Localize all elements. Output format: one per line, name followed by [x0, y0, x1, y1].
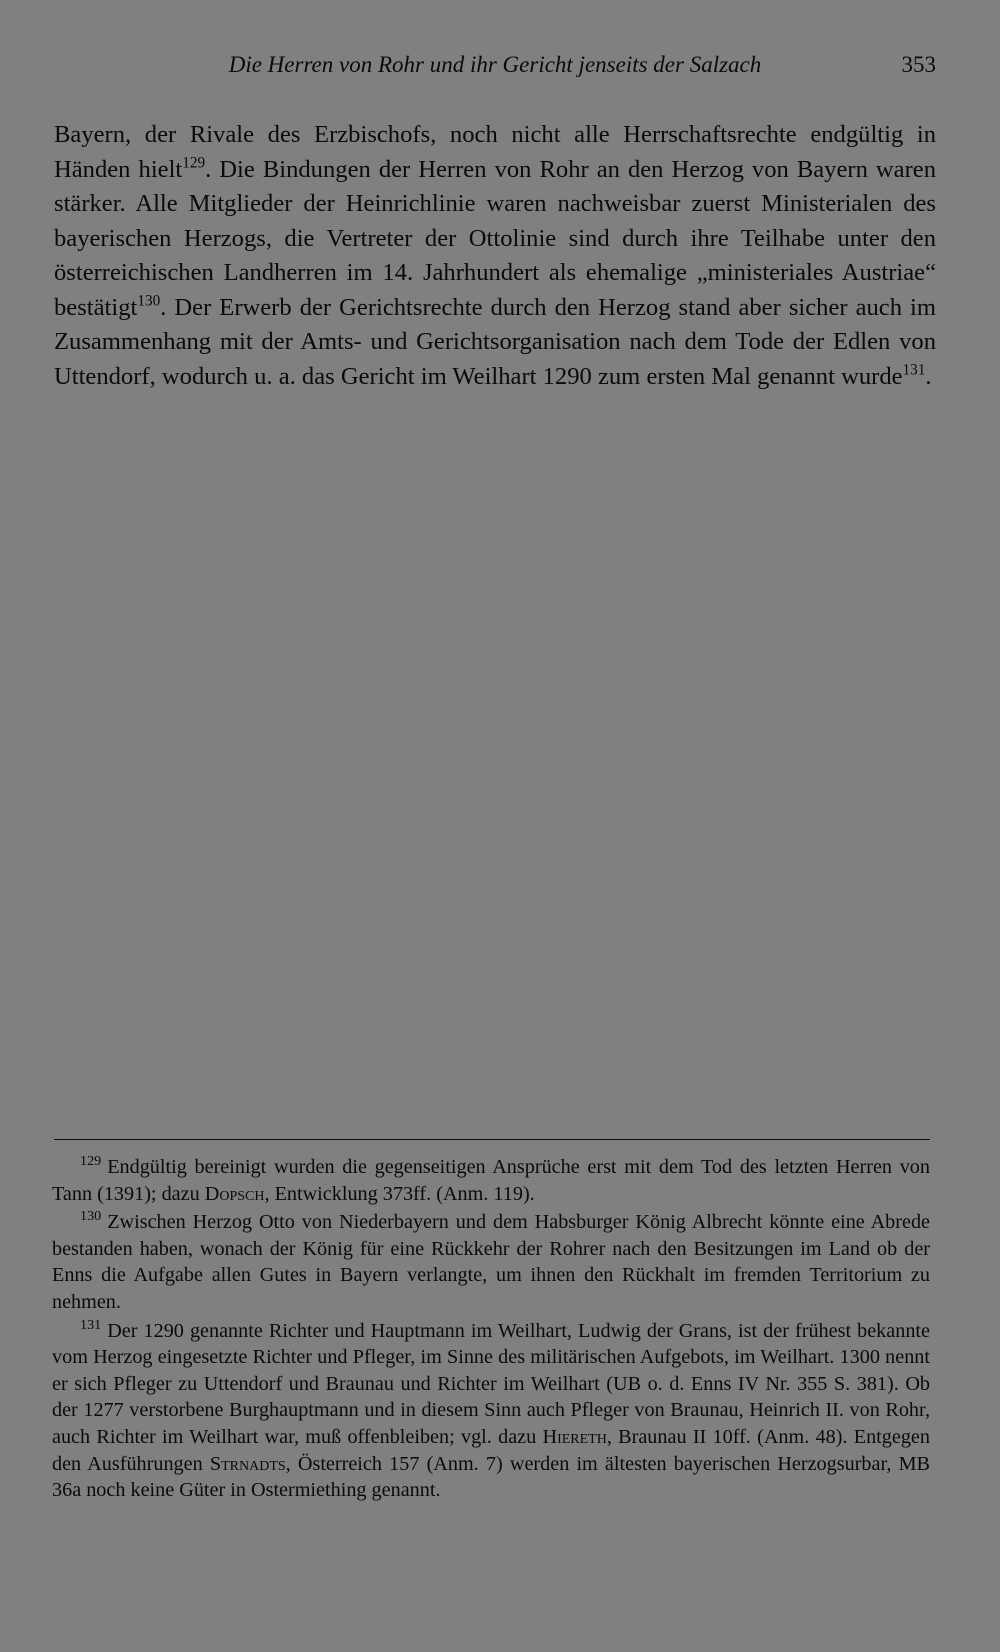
- body-text-2: . Die Bindungen der Herren von Rohr an den Herzog von Bayern waren stärker. Alle Mitglieder der Heinrichlinie waren nachweisbar zuerst Ministerialen des bayerischen Herzogs, die Vertreter der Ottolinie sind durch ihre Teilhabe unter den österreichischen Landherren im 14. Jahrhundert als ehemalige „ministeriales Austriae“ bestätigt: [54, 155, 936, 321]
- footnote-number: 129: [80, 1153, 102, 1170]
- footnote-text: Zwischen Herzog Otto von Niederbayern und dem Habsburger König Albrecht könnte eine Abrede bestanden haben, wonach der König für eine Rückkehr der Rohrer nach den Besitzungen im Land ob der Enns die Aufgabe allen Gutes in Bayern verlangte, um ihnen den Rückhalt im fremden Territorium zu nehmen.: [52, 1211, 930, 1313]
- footnotes: [52, 1154, 930, 1506]
- footnote-author: Hiereth: [542, 1425, 607, 1448]
- footnote-number: 131: [80, 1316, 102, 1333]
- footnote-text: , Entwicklung 373ff. (Anm. 119).: [264, 1182, 535, 1205]
- page-number: 353: [901, 52, 936, 77]
- footnote-129: [52, 1154, 930, 1207]
- running-head: [54, 52, 936, 86]
- footnote-ref-129: 129: [182, 154, 206, 172]
- footnote-ref-130: 130: [137, 292, 161, 310]
- footnote-divider: [54, 1139, 930, 1140]
- footnote-130: [52, 1209, 930, 1315]
- running-title: Die Herren von Rohr und ihr Gericht jenseits der Salzach: [228, 52, 762, 77]
- body-text-1: Bayern, der Rivale des Erzbischofs, noch nicht alle Herrschaftsrechte endgültig in Händen hielt: [54, 121, 936, 183]
- footnote-131: [52, 1318, 930, 1504]
- footnote-text: Der 1290 genannte Richter und Hauptmann im Weilhart, Ludwig der Grans, ist der frühest bekannte vom Herzog eingesetzte Richter und Pfleger, im Sinne des militärischen Aufgebots, im Weilhart. 1300 nennt er sich Pfleger zu Uttendorf und Braunau und Richter im Weilhart (UB o. d. Enns IV Nr. 355 S. 381). Ob der 1277 verstorbene Burghauptmann und in diesem Sinn auch Pfleger von Braunau, Heinrich II. von Rohr, auch Richter im Weilhart war, muß offenbleiben; vgl. dazu: [52, 1319, 930, 1448]
- body-text-4: .: [925, 362, 932, 390]
- footnote-text: , Braunau II 10ff. (Anm. 48). Entgegen den Ausführungen: [52, 1425, 930, 1475]
- footnote-text: Endgültig bereinigt wurden die gegenseitigen Ansprüche erst mit dem Tod des letzten Herren von Tann (1391); dazu: [52, 1156, 930, 1205]
- body-text-3: . Der Erwerb der Gerichtsrechte durch den Herzog stand aber sicher auch im Zusammenhang mit der Amts- und Gerichtsorganisation nach dem Tode der Edlen von Uttendorf, wodurch u. a. das Gericht im Weilhart 1290 zum ersten Mal genannt wurde: [54, 293, 936, 390]
- footnote-number: 130: [80, 1208, 102, 1225]
- footnote-ref-131: 131: [902, 361, 926, 379]
- footnote-author: Dopsch: [204, 1182, 265, 1205]
- footnote-text: , Österreich 157 (Anm. 7) werden im ältesten bayerischen Herzogsurbar, MB 36a noch keine Güter in Ostermiething genannt.: [52, 1452, 931, 1502]
- body-paragraph: [54, 118, 936, 394]
- footnote-author: Strnadts: [209, 1452, 286, 1475]
